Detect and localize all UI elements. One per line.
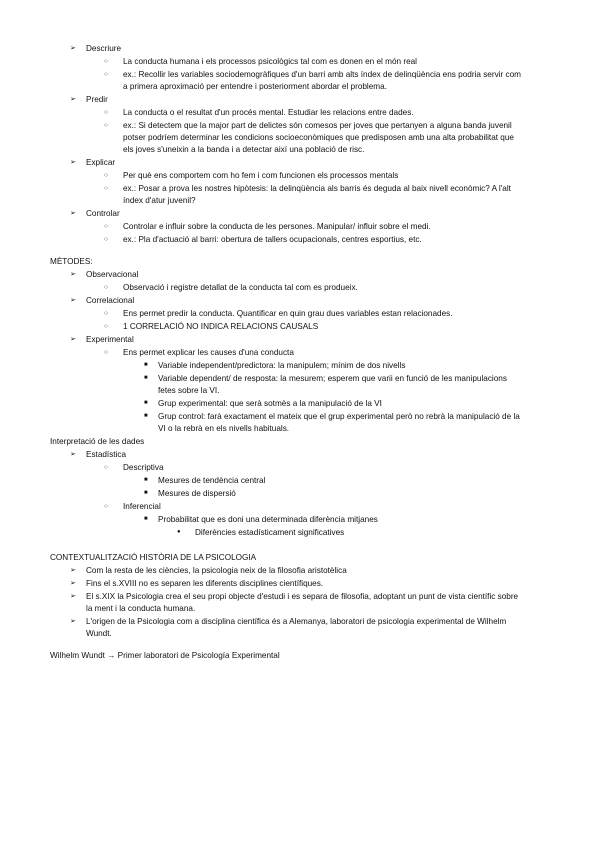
statistics-item: Estadística (86, 450, 127, 459)
arrow-bullet-icon: ➢ (70, 210, 76, 217)
arrow-bullet-icon: ➢ (70, 159, 76, 166)
experimental-item-line: Grup control: farà exactament el mateix que el grup experimental però no rebrà la manipulació de la (158, 412, 520, 421)
describe-example-line: a primera aproximació per entendre i posteriorment abordar el problema. (123, 82, 387, 91)
history-item-line: L'origen de la Psicologia com a disciplina científica és a Alemanya, laboratori de psicologia experimental de Wilhelm (86, 617, 507, 626)
circle-bullet-icon: ○ (104, 58, 108, 65)
arrow-bullet-icon: ➢ (70, 618, 76, 625)
circle-bullet-icon: ○ (104, 122, 108, 129)
arrow-bullet-icon: ➢ (70, 336, 76, 343)
correlational-definition: Ens permet predir la conducta. Quantificar en quin grau dues variables estan relacionades. (123, 309, 453, 318)
arrow-bullet-icon: ➢ (70, 451, 76, 458)
square-bullet-icon: ■ (144, 413, 148, 419)
interpretation-heading: Interpretació de les dades (50, 437, 145, 446)
history-item-line: la ment i la conducta humana. (86, 604, 196, 613)
circle-bullet-icon: ○ (104, 172, 108, 179)
item-describe: Descriure (86, 44, 122, 53)
predict-example-line: els joves s'uneixin a la banda i a detectar així una població de risc. (123, 145, 365, 154)
experimental-definition: Ens permet explicar les causes d'una conducta (123, 348, 294, 357)
item-control: Controlar (86, 209, 120, 218)
circle-bullet-icon: ○ (104, 349, 108, 356)
square-bullet-icon: ■ (144, 375, 148, 381)
circle-bullet-icon: ○ (104, 323, 108, 330)
arrow-bullet-icon: ➢ (70, 297, 76, 304)
history-item-line: El s.XIX la Psicologia crea el seu propi objecte d'estudi i es separa de filosofia, adoptant un punt de vista científic sobre (86, 592, 519, 601)
circle-bullet-icon: ○ (104, 236, 108, 243)
inferential-sub-item: Probabilitat que es doni una determinada diferència mitjanes (158, 515, 378, 524)
method-correlational: Correlacional (86, 296, 135, 305)
inferential-item: Inferencial (123, 502, 161, 511)
method-experimental: Experimental (86, 335, 134, 344)
square-bullet-icon: ■ (144, 516, 148, 522)
predict-example-line: ex.: Si detectem que la major part de delictes són comesos per joves que pertanyen a alguna banda juvenil (123, 121, 512, 130)
experimental-item-line: Grup experimental: que serà sotmès a la manipulació de la VI (158, 399, 382, 408)
circle-bullet-icon: ○ (104, 109, 108, 116)
arrow-bullet-icon: ➢ (70, 45, 76, 52)
square-bullet-icon: ■ (144, 362, 148, 368)
item-predict: Predir (86, 95, 108, 104)
experimental-item-line: Variable independent/predictora: la manipulem; mínim de dos nivells (158, 361, 406, 370)
arrow-bullet-icon: ➢ (70, 593, 76, 600)
methods-heading: MÈTODES: (50, 257, 93, 266)
circle-bullet-icon: ○ (104, 185, 108, 192)
circle-bullet-icon: ○ (104, 503, 108, 510)
item-explain: Explicar (86, 158, 116, 167)
circle-bullet-icon: ○ (104, 71, 108, 78)
footer-note: Wilhelm Wundt → Primer laboratori de Psicología Experimental (50, 651, 280, 660)
correlational-note: 1 CORRELACIÓ NO INDICA RELACIONS CAUSALS (123, 322, 319, 331)
arrow-bullet-icon: ➢ (70, 580, 76, 587)
circle-bullet-icon: ○ (104, 310, 108, 317)
control-example: ex.: Pla d'actuació al barri: obertura de tallers ocupacionals, centres esportius, etc. (123, 235, 422, 244)
arrow-bullet-icon: ➢ (70, 271, 76, 278)
explain-example-line: ex.: Posar a prova les nostres hipòtesis: la delinqüència als barris és deguda al baix nivell econòmic? A l'alt (123, 184, 511, 193)
experimental-item-line: Variable dependent/ de resposta: la mesurem; esperem que varii en funció de les manipulacions (158, 374, 507, 383)
circle-bullet-icon: ○ (104, 223, 108, 230)
history-item-line: Fins el s.XVIII no es separen les diferents disciplines científiques. (86, 579, 324, 588)
control-definition: Controlar e influir sobre la conducta de les persones. Manipular/ influir sobre el medi. (123, 222, 431, 231)
explain-definition: Per què ens comportem com ho fem i com funcionen els processos mentals (123, 171, 399, 180)
describe-definition: La conducta humana i els processos psicològics tal com es donen en el món real (123, 57, 418, 66)
experimental-item-line: VI o la rebrà en els nivells habituals. (158, 424, 290, 433)
descriptive-sub-item: Mesures de tendència central (158, 476, 266, 485)
arrow-bullet-icon: ➢ (70, 96, 76, 103)
descriptive-sub-item: Mesures de dispersió (158, 489, 236, 498)
circle-bullet-icon: ○ (104, 284, 108, 291)
history-item-line: Com la resta de les ciències, la psicologia neix de la filosofia aristotèlica (86, 566, 347, 575)
predict-definition: La conducta o el resultat d'un procés mental. Estudiar les relacions entre dades. (123, 108, 414, 117)
square-bullet-icon: ■ (144, 400, 148, 406)
describe-example-line: ex.: Recollir les variables sociodemogràfiques d'un barri amb alts índex de delinqüència ens podria servir com (123, 70, 521, 79)
experimental-item-line: fetes sobre la VI. (158, 386, 220, 395)
square-bullet-icon: ■ (144, 477, 148, 483)
history-item-line: Wundt. (86, 629, 112, 638)
observational-definition: Observació i registre detallat de la conducta tal com es produeix. (123, 283, 358, 292)
inferential-detail: Diferències estadísticament significatives (195, 528, 345, 537)
method-observational: Observacional (86, 270, 139, 279)
explain-example-line: índex d'atur juvenil? (123, 196, 196, 205)
circle-bullet-icon: ○ (104, 464, 108, 471)
arrow-bullet-icon: ➢ (70, 567, 76, 574)
dot-bullet-icon: ● (177, 529, 181, 535)
square-bullet-icon: ■ (144, 490, 148, 496)
predict-example-line: potser podríem determinar les condicions socioeconòmiques que predisposen amb una alta probabilitat que (123, 133, 514, 142)
history-heading: CONTEXTUALITZACIÓ HISTÒRIA DE LA PSICOLOGIA (50, 553, 257, 562)
descriptive-item: Descriptiva (123, 463, 164, 472)
